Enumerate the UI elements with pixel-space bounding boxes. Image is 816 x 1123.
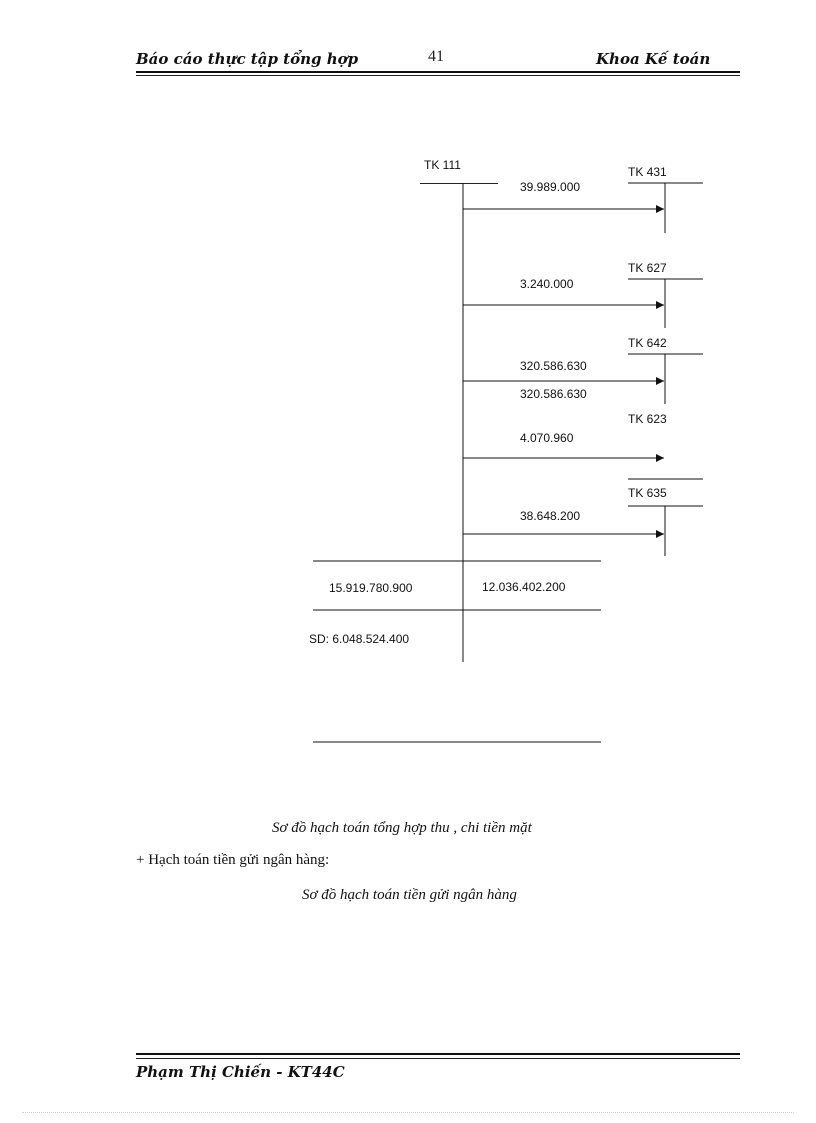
caption-cash-diagram: Sơ đồ hạch toán tổng hợp thu , chi tiền mặt <box>272 820 532 836</box>
page-edge-dots <box>22 1112 794 1113</box>
caption-bank-diagram: Sơ đồ hạch toán tiền gửi ngân hàng <box>302 887 517 903</box>
tk627-label: TK 627 <box>628 261 667 275</box>
tk431-label: TK 431 <box>628 165 667 179</box>
page-number: 41 <box>428 48 444 65</box>
footer-rule-thin <box>136 1058 740 1059</box>
bank-section-heading: + Hạch toán tiền gửi ngân hàng: <box>136 852 330 868</box>
closing-balance: SD: 6.048.524.400 <box>309 632 410 646</box>
amount-tk642-2: 320.586.630 <box>520 387 587 401</box>
amount-tk635: 38.648.200 <box>520 509 581 523</box>
amount-tk642-1: 320.586.630 <box>520 359 587 373</box>
footer-rule <box>136 1053 740 1055</box>
header-right-title: Khoa Kế toán <box>596 50 711 68</box>
tk111-label: TK 111 <box>424 158 461 172</box>
tk635-label: TK 635 <box>628 486 667 500</box>
tk642-label: TK 642 <box>628 336 667 350</box>
footer-author: Phạm Thị Chiến - KT44C <box>136 1063 345 1081</box>
amount-tk623: 4.070.960 <box>520 431 574 445</box>
debit-total: 15.919.780.900 <box>329 581 413 595</box>
amount-tk431: 39.989.000 <box>520 180 581 194</box>
amount-tk627: 3.240.000 <box>520 277 574 291</box>
header-left-title: Báo cáo thực tập tổng hợp <box>136 50 359 68</box>
tk623-label: TK 623 <box>628 412 667 426</box>
credit-total: 12.036.402.200 <box>482 580 566 594</box>
